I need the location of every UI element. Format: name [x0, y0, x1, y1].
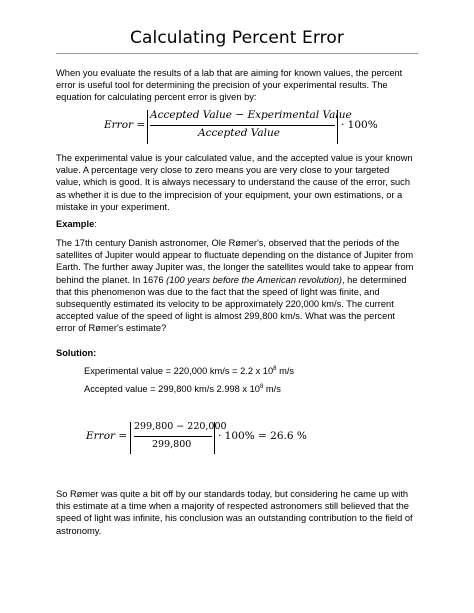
formula-abs-bar-left [147, 110, 148, 144]
experimental-unit: m/s [276, 366, 295, 377]
formula-numerator: Accepted Value − Experimental Value [150, 109, 352, 121]
example-line: accepted value of the speed of light is almost 299,800 km/s. What was the percent [56, 311, 396, 322]
example-line: satellites of Jupiter would appear to fluctuate depending on the distance of Jupiter from [56, 250, 414, 261]
example-line: error of Rømer's estimate? [56, 323, 167, 334]
example-line-end: , he determined [341, 274, 407, 285]
accepted-exponent: 8 [259, 384, 264, 390]
explanation-line: The experimental value is your calculated value, and the accepted value is your known [56, 153, 413, 163]
example-line: that this phenomenon was due to the fact that the speed of light was finite, and [56, 286, 380, 297]
formula-denominator: Accepted Value [198, 127, 280, 139]
conclusion-line: astronomy. [56, 525, 102, 536]
example-label: Example [56, 219, 95, 229]
accepted-unit: m/s [263, 384, 281, 395]
formula-abs-bar-right [337, 110, 338, 144]
explanation-line: as whether it is due to the imprecision of your equipment, your own estimations, or a [56, 189, 403, 200]
title-underline [56, 53, 418, 54]
example-line-start: behind the planet. In 1676 [56, 274, 167, 285]
example-line [56, 274, 426, 286]
explanation-line: value, which is good. It is always necessary to understand the cause of the error, such [56, 177, 410, 188]
intro-paragraph [56, 67, 426, 104]
calc-fraction-line [134, 436, 212, 437]
page-title: Calculating Percent Error [130, 28, 344, 48]
example-line: subsequently estimated its velocity to be approximately 220,000 km/s. The current [56, 299, 394, 310]
explanation-line: mistake in your experiment. [56, 201, 170, 212]
calc-numerator: 299,800 − 220,000 [134, 421, 227, 432]
conclusion-line: this estimate at a time when a majority of respected astronomers still believed that the [56, 501, 409, 512]
conclusion-line: So Rømer was quite a bit off by our standards today, but considering he came up with [56, 489, 409, 499]
example-colon: : [94, 219, 97, 229]
example-italic-note: (100 years before the American revolution) [166, 274, 342, 285]
example-line: The 17th century Danish astronomer, Ole Rømer's, observed that the periods of the [56, 238, 400, 248]
conclusion-line: speed of light was infinite, his conclusion was an outstanding contribution to the field of [56, 513, 413, 524]
example-paragraph [56, 237, 426, 335]
calc-abs-bar-right [214, 422, 215, 454]
calc-lhs: Error = [86, 430, 128, 442]
calc-denominator: 299,800 [152, 439, 192, 450]
explanation-line: value. A percentage very close to zero means you are very close to your targeted [56, 165, 390, 176]
accepted-value-line [84, 384, 281, 394]
intro-line: error is useful tool for determining the precision of your experimental results. The [56, 80, 388, 91]
formula-factor: · 100% [341, 119, 378, 131]
intro-line: equation for calculating percent error is given by: [56, 92, 257, 103]
intro-line: When you evaluate the results of a lab that are aiming for known values, the percent [56, 68, 403, 78]
example-heading [56, 218, 426, 230]
formula-fraction-line [150, 125, 335, 126]
conclusion-paragraph [56, 488, 426, 537]
experimental-value-text: Experimental value = 220,000 km/s = 2.2 x 10 [84, 366, 274, 377]
solution-heading: Solution: [56, 348, 97, 358]
experimental-value-line [84, 366, 294, 376]
explanation-paragraph [56, 152, 426, 213]
calc-abs-bar-left [130, 422, 131, 454]
accepted-value-text: Accepted value = 299,800 km/s 2.998 x 10 [84, 384, 260, 395]
formula-lhs: Error = [104, 119, 146, 131]
calc-result: · 100% = 26.6 % [218, 430, 307, 442]
example-line: Earth. The further away Jupiter was, the longer the satellites would take to appear from [56, 262, 414, 273]
experimental-exponent: 8 [273, 366, 277, 372]
